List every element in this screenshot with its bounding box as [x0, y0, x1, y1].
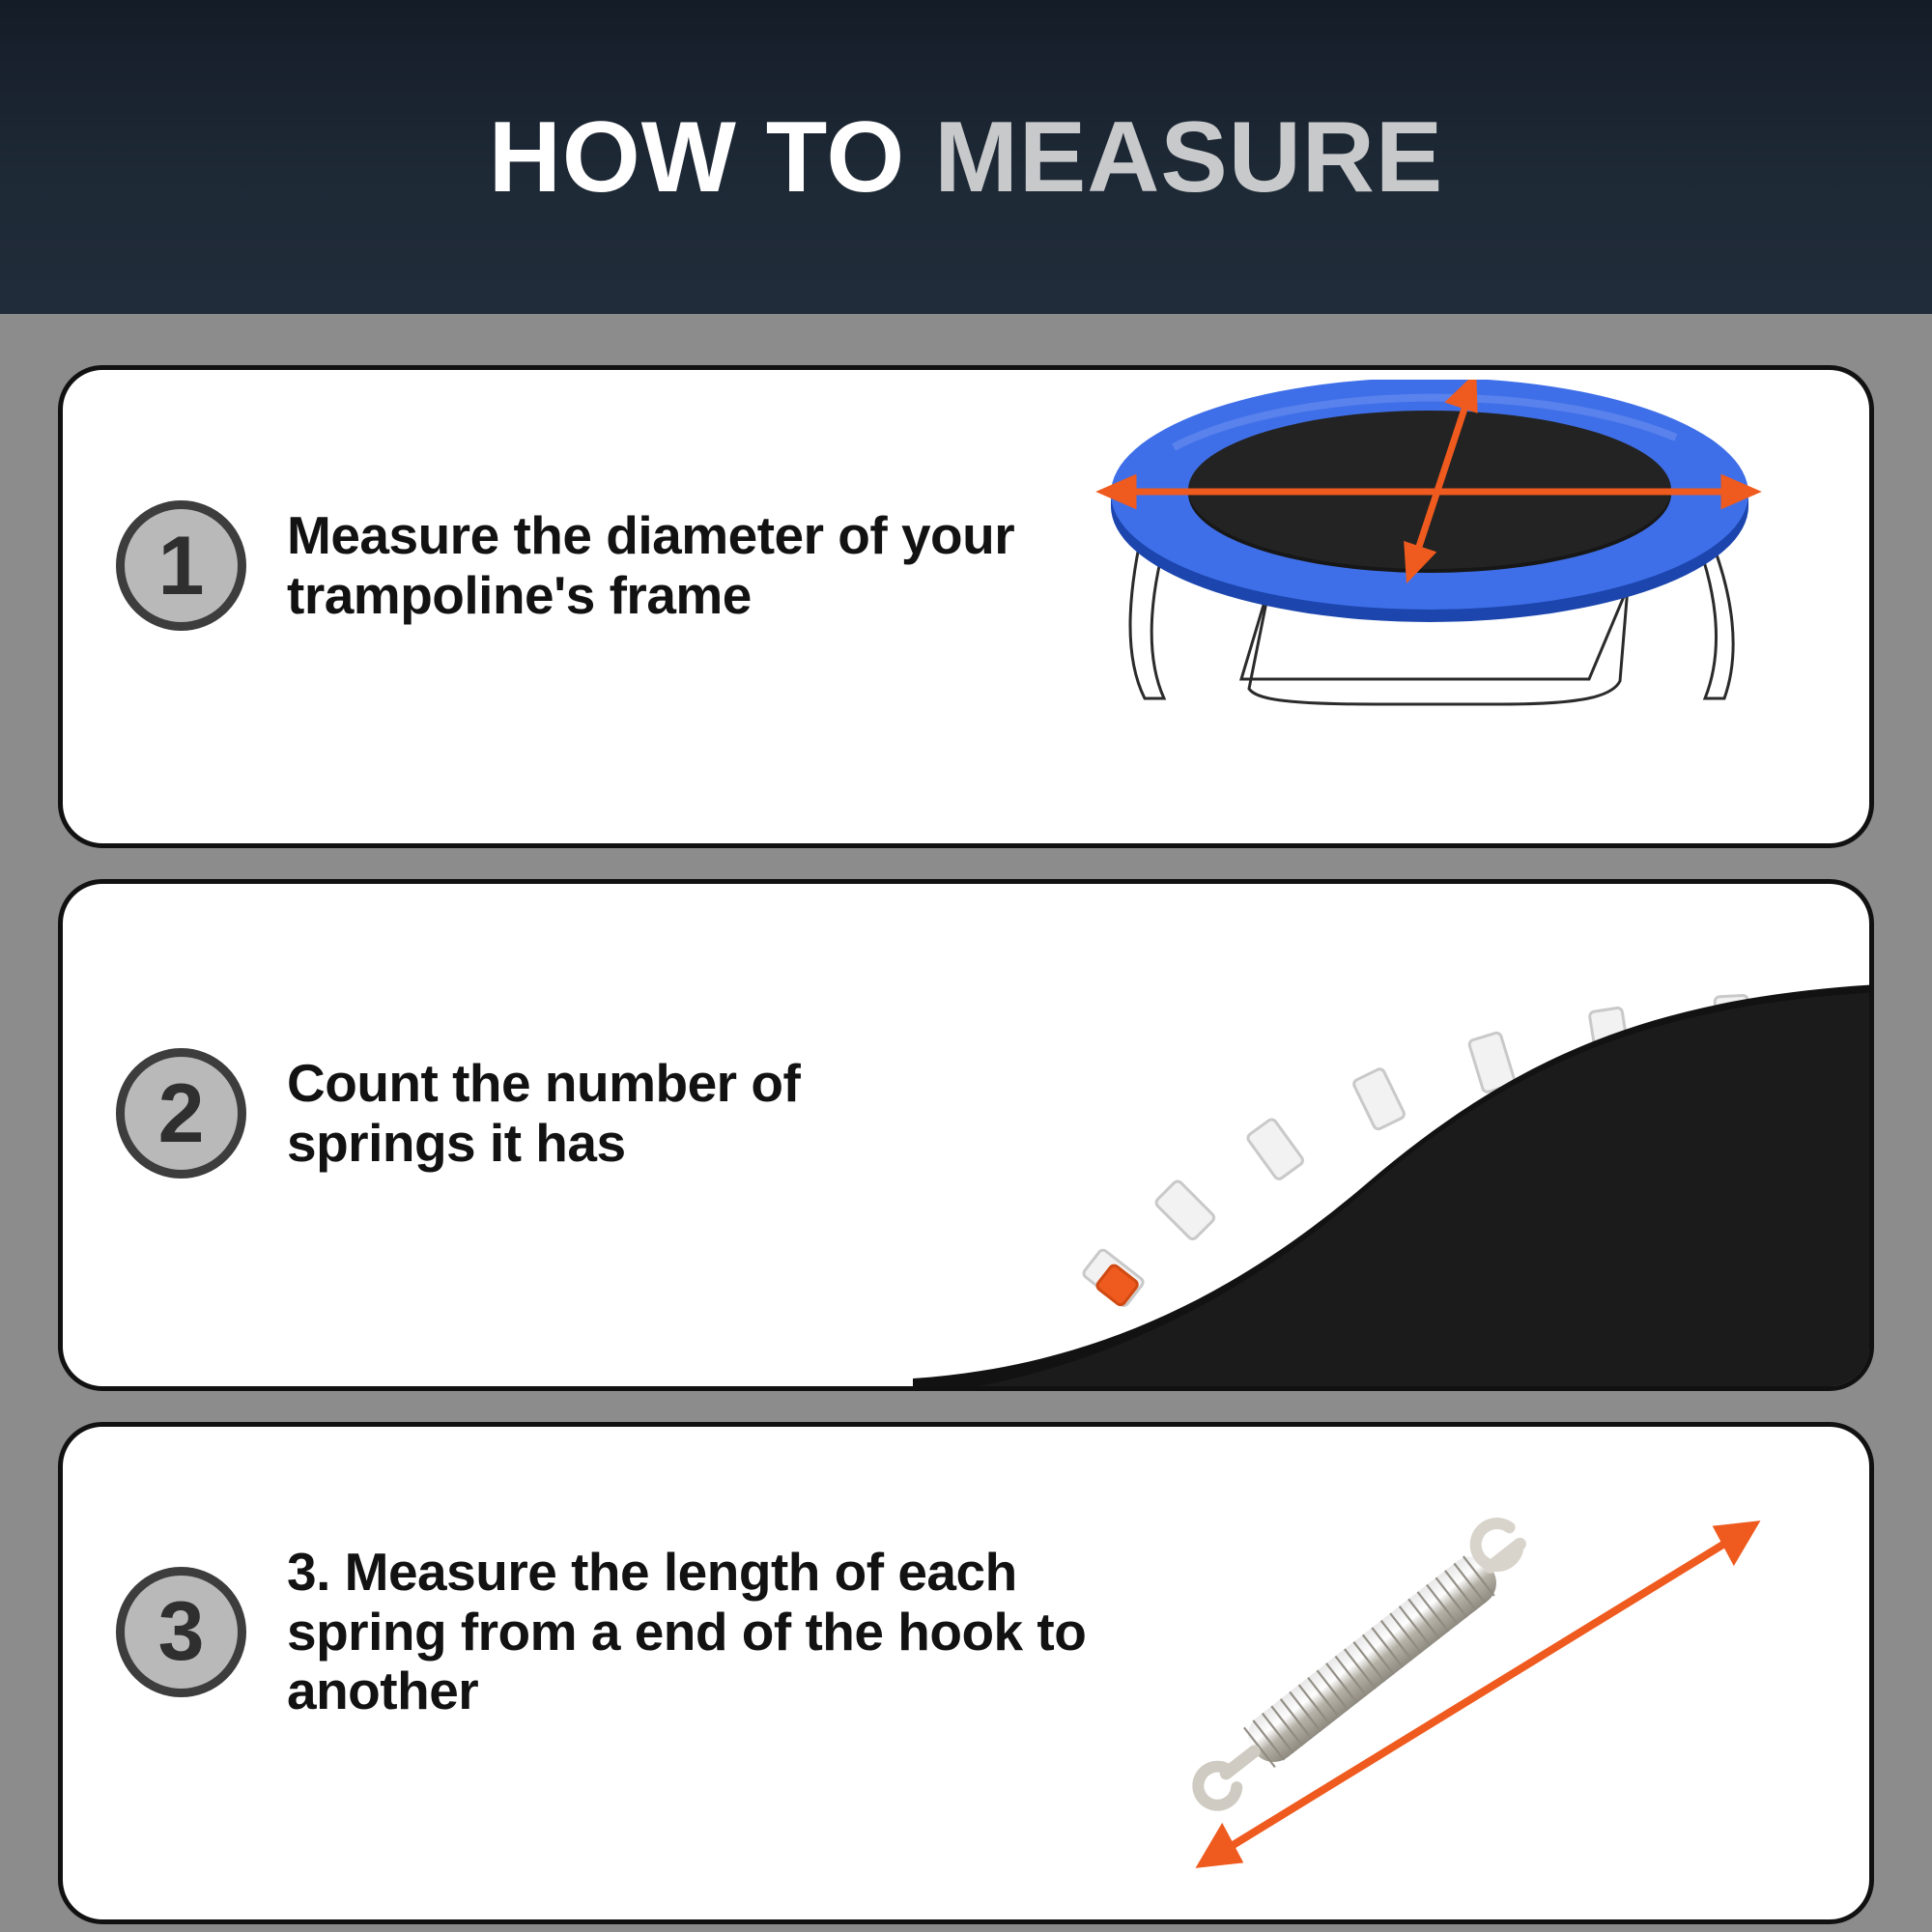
step-card-1 [58, 365, 1874, 848]
step-1-text: Measure the diameter of your trampoline's frame [287, 504, 1015, 625]
step-3-number-badge: 3 [116, 1567, 246, 1697]
step-3-row [116, 1543, 1098, 1721]
step-2-row [116, 1048, 944, 1179]
header-banner [0, 0, 1932, 314]
page-title-part-1: HOW TO [488, 100, 935, 213]
step-2-number-badge: 2 [116, 1048, 246, 1179]
page-title [488, 100, 1444, 213]
spring-illustration [1154, 1465, 1831, 1890]
page-title-part-2: MEASURE [934, 100, 1444, 213]
step-2-text: Count the number of springs it has [287, 1052, 801, 1173]
step-1-row [116, 500, 1040, 631]
step-card-2 [58, 879, 1874, 1391]
step-3-text: 3. Measure the length of each spring from a end of the hook to another [287, 1542, 1087, 1721]
step-1-number-badge: 1 [116, 500, 246, 631]
trampoline-illustration [1087, 380, 1840, 834]
step-card-3 [58, 1422, 1874, 1924]
mat-springs-illustration [913, 884, 1874, 1391]
